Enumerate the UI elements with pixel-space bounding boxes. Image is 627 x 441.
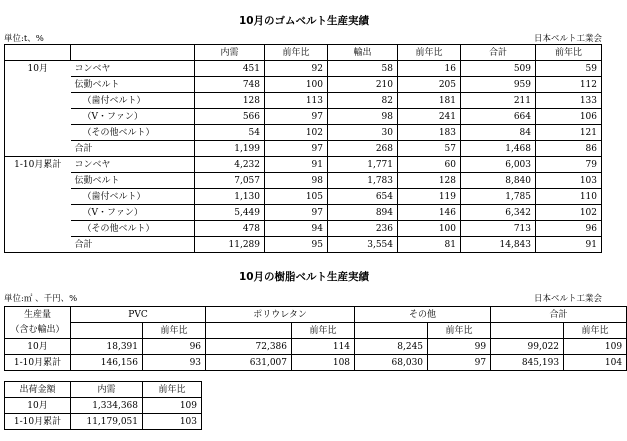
value-cell: 97: [428, 355, 491, 371]
value-cell: 109: [143, 398, 202, 414]
value-cell: 748: [195, 77, 265, 93]
value-cell: 91: [536, 237, 602, 253]
value-cell: 112: [536, 77, 602, 93]
period-cell: 10月: [5, 61, 71, 77]
yoy-header: 前年比: [292, 323, 355, 339]
value-cell: 241: [398, 109, 461, 125]
yoy-header: 前年比: [564, 323, 627, 339]
header-cell: 前年比: [536, 45, 602, 61]
table-row: [5, 189, 602, 205]
value-cell: 98: [328, 109, 398, 125]
value-cell: 72,386: [206, 339, 292, 355]
value-cell: 1,785: [461, 189, 536, 205]
table-row: [5, 221, 602, 237]
yoy-header: 前年比: [428, 323, 491, 339]
value-cell: 97: [265, 205, 328, 221]
header-cell: 内需: [195, 45, 265, 61]
value-cell: 146: [398, 205, 461, 221]
table-row: [5, 205, 602, 221]
period-cell: [5, 221, 71, 237]
value-cell: 509: [461, 61, 536, 77]
row-label: （歯付ベルト）: [71, 93, 195, 109]
value-cell: 104: [564, 355, 627, 371]
resin-head-label: 生産量: [5, 307, 71, 323]
value-cell: 97: [265, 141, 328, 157]
value-cell: 664: [461, 109, 536, 125]
value-cell: 8,840: [461, 173, 536, 189]
value-cell: 566: [195, 109, 265, 125]
period-cell: [5, 189, 71, 205]
value-cell: 106: [536, 109, 602, 125]
value-cell: 268: [328, 141, 398, 157]
row-label: （その他ベルト）: [71, 221, 195, 237]
shipment-body: [5, 398, 202, 430]
resin-header-row-1: [5, 307, 627, 323]
period-cell: [5, 109, 71, 125]
value-cell: 181: [398, 93, 461, 109]
value-cell: 631,007: [206, 355, 292, 371]
value-cell: 1,199: [195, 141, 265, 157]
value-cell: 4,232: [195, 157, 265, 173]
table-row: [5, 355, 627, 371]
value-cell: 713: [461, 221, 536, 237]
value-cell: 5,449: [195, 205, 265, 221]
value-cell: 59: [536, 61, 602, 77]
row-label: 伝動ベルト: [71, 77, 195, 93]
value-cell: 451: [195, 61, 265, 77]
value-cell: 109: [564, 339, 627, 355]
value-cell: 894: [328, 205, 398, 221]
period-cell: 1-10月累計: [5, 157, 71, 173]
row-label: 10月: [5, 398, 71, 414]
rubber-unit: 単位:t、%: [4, 34, 44, 44]
value-cell: 95: [265, 237, 328, 253]
header-cell: 出荷金額: [5, 382, 71, 398]
header-cell: 前年比: [265, 45, 328, 61]
category-header: その他: [355, 307, 491, 323]
row-label: 1-10月累計: [5, 355, 71, 371]
value-cell: 102: [536, 205, 602, 221]
value-cell: 100: [398, 221, 461, 237]
period-cell: [5, 93, 71, 109]
resin-table: [4, 306, 627, 371]
value-cell: 99: [428, 339, 491, 355]
value-cell: 113: [265, 93, 328, 109]
value-cell: 82: [328, 93, 398, 109]
header-cell: 前年比: [143, 382, 202, 398]
resin-body: [5, 339, 627, 371]
period-cell: [5, 77, 71, 93]
table-row: [5, 77, 602, 93]
row-label: コンベヤ: [71, 157, 195, 173]
value-cell: 119: [398, 189, 461, 205]
value-cell: 18,391: [71, 339, 143, 355]
value-cell: 103: [536, 173, 602, 189]
row-label: 10月: [5, 339, 71, 355]
value-cell: 210: [328, 77, 398, 93]
value-cell: 1,771: [328, 157, 398, 173]
value-cell: 6,342: [461, 205, 536, 221]
table-row: [5, 125, 602, 141]
value-cell: 121: [536, 125, 602, 141]
value-cell: 3,554: [328, 237, 398, 253]
category-header: 合計: [491, 307, 627, 323]
resin-title: 10月の樹脂ベルト生産実績: [238, 271, 370, 283]
rubber-header-row: [5, 45, 602, 61]
table-row: [5, 173, 602, 189]
row-label: （V・ファン）: [71, 205, 195, 221]
value-cell: 183: [398, 125, 461, 141]
period-cell: [5, 125, 71, 141]
category-header: ポリウレタン: [206, 307, 355, 323]
table-row: [5, 109, 602, 125]
table-row: [5, 398, 202, 414]
value-cell: 81: [398, 237, 461, 253]
value-cell: 205: [398, 77, 461, 93]
value-cell: 16: [398, 61, 461, 77]
header-cell: 合計: [461, 45, 536, 61]
value-cell: 105: [265, 189, 328, 205]
resin-unit: 単位:㎡ 、千円、%: [4, 294, 78, 304]
rubber-title: 10月のゴムベルト生産実績: [238, 15, 370, 27]
value-cell: 108: [292, 355, 355, 371]
table-row: [5, 61, 602, 77]
value-cell: 478: [195, 221, 265, 237]
value-cell: 654: [328, 189, 398, 205]
table-row: [5, 237, 602, 253]
value-cell: 98: [265, 173, 328, 189]
row-label: 1-10月累計: [5, 414, 71, 430]
category-header: PVC: [71, 307, 206, 323]
row-label: （その他ベルト）: [71, 125, 195, 141]
value-cell: 7,057: [195, 173, 265, 189]
value-cell: 30: [328, 125, 398, 141]
row-label: （歯付ベルト）: [71, 189, 195, 205]
row-label: 伝動ベルト: [71, 173, 195, 189]
resin-header-row-2: [5, 323, 627, 339]
row-label: （V・ファン）: [71, 109, 195, 125]
row-label: コンベヤ: [71, 61, 195, 77]
value-cell: 236: [328, 221, 398, 237]
header-cell: 前年比: [398, 45, 461, 61]
value-cell: 79: [536, 157, 602, 173]
value-cell: 128: [195, 93, 265, 109]
value-cell: 68,030: [355, 355, 428, 371]
value-cell: 1,468: [461, 141, 536, 157]
value-cell: 146,156: [71, 355, 143, 371]
period-cell: [5, 237, 71, 253]
table-row: [5, 93, 602, 109]
rubber-source: 日本ベルト工業会: [533, 34, 602, 44]
shipment-header-row: [5, 382, 202, 398]
value-cell: 959: [461, 77, 536, 93]
resin-head-sublabel: （含む輸出）: [5, 323, 71, 339]
value-cell: 128: [398, 173, 461, 189]
value-cell: 114: [292, 339, 355, 355]
value-cell: 58: [328, 61, 398, 77]
value-cell: 100: [265, 77, 328, 93]
resin-source: 日本ベルト工業会: [533, 294, 602, 304]
value-cell: 1,783: [328, 173, 398, 189]
value-cell: 211: [461, 93, 536, 109]
rubber-body: [5, 61, 602, 253]
value-cell: 92: [265, 61, 328, 77]
row-label: 合計: [71, 237, 195, 253]
value-cell: 93: [143, 355, 206, 371]
period-cell: [5, 173, 71, 189]
value-cell: 96: [143, 339, 206, 355]
value-cell: 60: [398, 157, 461, 173]
value-cell: 110: [536, 189, 602, 205]
value-cell: 102: [265, 125, 328, 141]
value-cell: 6,003: [461, 157, 536, 173]
table-row: [5, 141, 602, 157]
value-cell: 8,245: [355, 339, 428, 355]
value-cell: 84: [461, 125, 536, 141]
row-label: 合計: [71, 141, 195, 157]
shipment-table: [4, 381, 202, 430]
value-cell: 11,179,051: [71, 414, 143, 430]
value-cell: 99,022: [491, 339, 564, 355]
yoy-header: 前年比: [143, 323, 206, 339]
value-cell: 54: [195, 125, 265, 141]
value-cell: 57: [398, 141, 461, 157]
period-cell: [5, 205, 71, 221]
value-cell: 1,130: [195, 189, 265, 205]
value-cell: 133: [536, 93, 602, 109]
header-cell: 輸出: [328, 45, 398, 61]
table-row: [5, 339, 627, 355]
value-cell: 94: [265, 221, 328, 237]
value-cell: 14,843: [461, 237, 536, 253]
value-cell: 91: [265, 157, 328, 173]
value-cell: 86: [536, 141, 602, 157]
value-cell: 96: [536, 221, 602, 237]
period-cell: [5, 141, 71, 157]
value-cell: 1,334,368: [71, 398, 143, 414]
table-row: [5, 157, 602, 173]
header-cell: 内需: [71, 382, 143, 398]
value-cell: 103: [143, 414, 202, 430]
rubber-table: [4, 44, 602, 253]
value-cell: 845,193: [491, 355, 564, 371]
value-cell: 11,289: [195, 237, 265, 253]
value-cell: 97: [265, 109, 328, 125]
table-row: [5, 414, 202, 430]
